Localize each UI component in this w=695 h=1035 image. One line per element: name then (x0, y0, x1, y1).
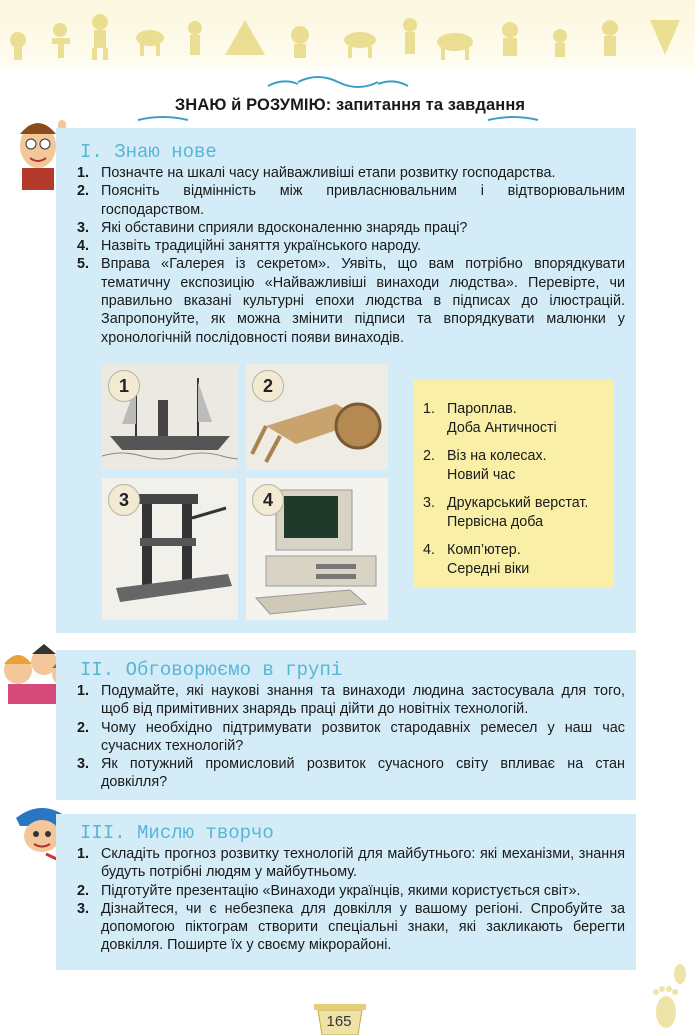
list-item: 3. Друкарський верстат. Первісна доба (423, 495, 589, 530)
section-know-title: I. Знаю нове (80, 141, 217, 163)
captions-list (423, 400, 588, 588)
list-item: 1. Складіть прогноз розвитку технологій для майбутнього: які механізми, знання будуть потрібні людям у майбутньому. (77, 846, 625, 881)
list-item: 2. Чому необхідно підтримувати розвиток стародавніх ремесел у наш час сучасних технологій? (77, 719, 625, 754)
page-number: 165 (326, 1013, 352, 1030)
section-think-list (77, 845, 625, 955)
footprints-icon (640, 960, 695, 1035)
photo-number-badge: 1 (108, 370, 140, 402)
page-title: ЗНАЮ й РОЗУМІЮ: запитання та завдання (174, 96, 526, 114)
photo-number-badge: 4 (252, 484, 284, 516)
section-discuss-list (77, 682, 625, 792)
section-discuss-title: II. Обговорюємо в групі (80, 659, 343, 681)
list-item: 3. Які обставини сприяли вдосконаленню знарядь праці? (77, 219, 468, 236)
list-item: 5. Вправа «Галерея із секретом». Уявіть, що вам потрібно впорядкувати тематичну експозицію «Найважливіші винаходи людства». Перевірте, чи правильно вказані культурні епохи людства в підписах до ілюстрацій. Запропонуйте, як можна змінити підписи та впорядкувати малюнки у хронологічній послідовності появи винаходів. (77, 256, 625, 346)
photo-printing-press (102, 478, 238, 620)
section-know-list (77, 164, 625, 347)
photo-computer (246, 478, 388, 620)
photo-number-badge: 3 (108, 484, 140, 516)
list-item: 1. Пароплав. Доба Античності (423, 401, 557, 436)
list-item: 2. Поясніть відмінність між привласнювальним і відтворювальним господарством. (77, 183, 625, 218)
photo-steamship (102, 364, 238, 470)
cave-figures-icon (0, 0, 695, 70)
section-think-title: III. Мислю творчо (80, 822, 274, 844)
list-item: 3. Дізнайтеся, чи є небезпека для довкілля у вашому регіоні. Спробуйте за допомогою піктограм створити спеціальні знаки, які закликають берегти довкілля. Поширте їх у своєму мікрорайоні. (77, 900, 625, 954)
list-item: 3. Як потужний промисловий розвиток сучасного світу впливає на стан довкілля? (77, 756, 625, 791)
list-item: 1. Позначте на шкалі часу найважливіші етапи розвитку господарства. (77, 165, 556, 181)
list-item: 1. Подумайте, які наукові знання та винаходи людина застосувала для того, щоб від примітивних знарядь праці дійти до новітніх технологій. (77, 683, 625, 718)
decorative-header-band (0, 0, 695, 70)
captions-box (413, 380, 614, 588)
list-item: 4. Назвіть традиційні заняття українського народу. (77, 238, 422, 255)
list-item: 4. Комп’ютер. Середні віки (423, 542, 530, 577)
photo-number-badge: 2 (252, 370, 284, 402)
list-item: 2. Віз на колесах. Новий час (423, 448, 547, 483)
list-item: 2. Підготуйте презентацію «Винаходи українців, якими користується світ». (77, 882, 581, 899)
photo-cart (246, 364, 388, 470)
